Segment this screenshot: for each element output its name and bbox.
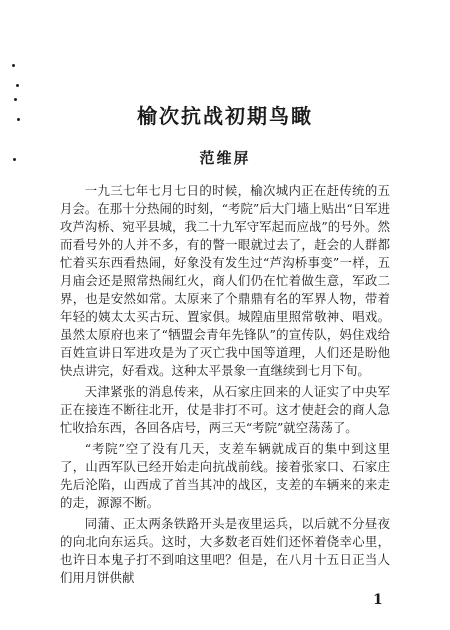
page-number: 1 — [373, 592, 383, 608]
paragraph: “考院”空了没有几天，支差车辆就成百的集中到这里了，山西军队已经开始走向抗战前线。接着张家口、石家庄先后沦陷，山西成了首当其冲的战区，支差的车辆来的来走的走，源源不断。 — [60, 441, 390, 510]
article-body — [60, 182, 390, 590]
paragraph: 一九三七年七月七日的时候，榆次城内正在赶传统的五月会。在那十分热闹的时刻，“考院”后大门墙上贴出“日军进攻芦沟桥、宛平县城，我二十九军守军起而应战”的号外。然而看号外的人并不多，有的瞥一眼就过去了，赶会的人群都忙着买东西看热闹，好象没有发生过“芦沟桥事变”一样，五月庙会还是照常热闹红火，商人们仍在忙着做生意，军政二界，也是安然如常。太原来了个鼎鼎有名的军界人物，带着年轻的姨太太买古玩、置家俱。城隍庙里照常敬神、唱戏。虽然太原府也来了“牺盟会青年先锋队”的宣传队，妈住戏给百姓宣讲日军进攻是为了灭亡我中国等道理，人们还是盼他快点讲完，好看戏。这种太平景象一直继续到七月下旬。 — [60, 183, 390, 378]
article-author: 范维屏 — [199, 149, 251, 167]
paragraph: 天津紧张的消息传来，从石家庄回来的人证实了中央军正在接连不断往北开，仗是非打不可。这才使赶会的商人急忙收拾东西，各回各店号，两三天“考院”就空荡荡了。 — [60, 384, 390, 435]
paragraph: 同蒲、正太两条铁路开头是夜里运兵，以后就不分昼夜的向北向东运兵。这时，大多数老百姓们还怀着侥幸心里，也许日本鬼子打不到咱这里吧？但是，在八月十五日正当人们用月饼供献 — [60, 516, 390, 585]
margin-dot — [12, 64, 15, 67]
margin-dot — [16, 84, 19, 87]
article-title: 榆次抗战初期鸟瞰 — [137, 104, 313, 128]
